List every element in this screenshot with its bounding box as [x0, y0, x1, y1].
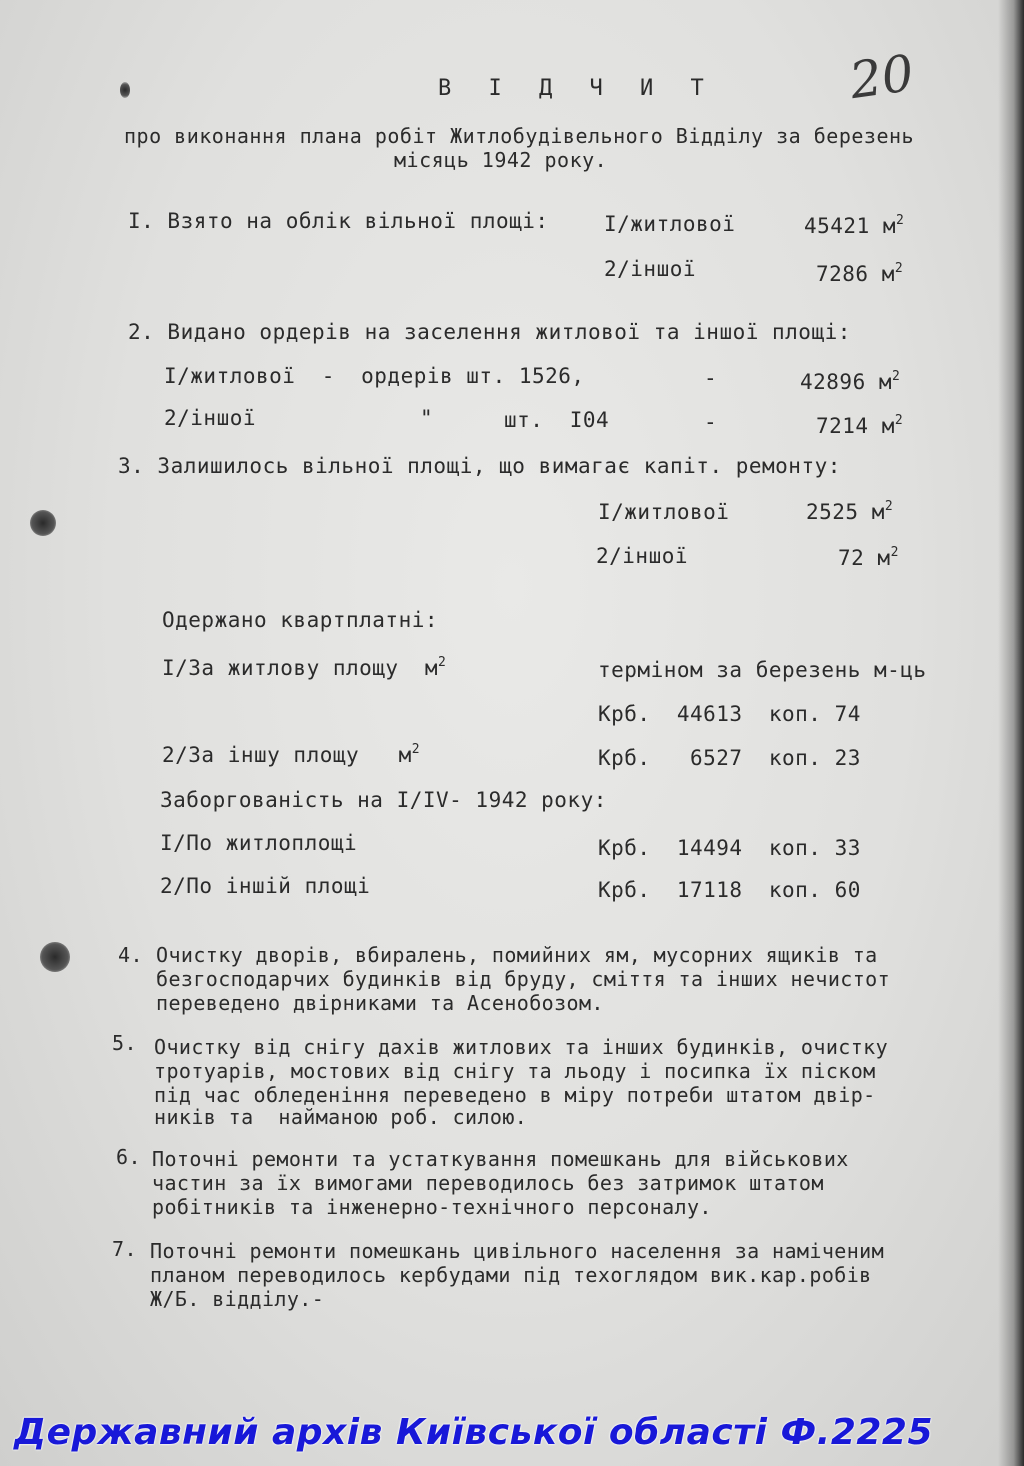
debt-row2-label: 2/По іншій площі — [160, 874, 371, 898]
section2-row2-count: шт. I04 — [504, 408, 610, 432]
item6-line2: частин за їх вимогами переводилось без затримок штатом — [152, 1171, 824, 1195]
section3-heading: 3. Залишилось вільної площі, що вимагає капіт. ремонту: — [118, 454, 841, 478]
section3-row2-label: 2/іншої — [596, 544, 689, 568]
rent-row2-amount: Крб. 6527 коп. 23 — [598, 746, 861, 770]
section2-row1-dash: - — [704, 366, 718, 390]
page-number-handwritten: 20 — [846, 43, 918, 111]
item6-line3: робітників та інженерно-технічного персоналу. — [152, 1195, 712, 1219]
binder-hole — [30, 510, 56, 536]
item5-line1: Очистку від снігу дахів житлових та інших будинків, очистку — [154, 1035, 889, 1059]
document-subtitle-line2: місяць 1942 року. — [394, 148, 608, 172]
rent-row1-amount: Крб. 44613 коп. 74 — [598, 702, 861, 726]
item5-line2: тротуарів, мостових від снігу та льоду і посипка їх піском — [154, 1059, 876, 1083]
item7-line2: планом переводилось кербудами під техоглядом вик.кар.робів — [150, 1263, 872, 1287]
item4-line2: безгосподарчих будинків від бруду, сміття та інших нечистот — [156, 967, 891, 991]
section2-row1-label: I/житлової - ордерів шт. 1526, — [164, 364, 585, 388]
section3-row1-label: I/житлової — [598, 500, 730, 524]
item6-line1: Поточні ремонти та устаткування помешкань для військових — [152, 1147, 849, 1171]
item5-line3: під час обледеніння переведено в міру потреби штатом двір- — [154, 1083, 876, 1107]
section1-row1-label: I/житлової — [604, 212, 736, 236]
item4-number: 4. — [118, 943, 143, 967]
binder-hole — [120, 82, 130, 98]
section2-row2-dash: - — [704, 410, 718, 434]
item5-number: 5. — [112, 1031, 137, 1055]
section1-heading: I. Взято на облік вільної площі: — [128, 209, 549, 233]
rent-row1-label: I/За житлову площу $м^2$ — [162, 655, 446, 680]
item4-line3: переведено двірниками та Асенобозом. — [156, 991, 604, 1015]
section2-row2-label: 2/іншої — [164, 406, 257, 430]
archive-watermark: Державний архів Київської області Ф.2225 — [14, 1412, 934, 1453]
debt-row1-amount: Крб. 14494 коп. 33 — [598, 836, 861, 860]
section3-row2-value: 72 $м^2$ — [838, 545, 899, 570]
debt-row1-label: I/По житлоплощі — [160, 831, 358, 855]
item7-line3: Ж/Б. відділу.- — [150, 1287, 325, 1311]
section1-row2-value: 7286 $м^2$ — [816, 261, 903, 286]
document-subtitle-line1: про виконання плана робіт Житлобудівельного Відділу за березень — [124, 124, 915, 148]
item5-line4: ників та найманою роб. силою. — [154, 1105, 528, 1129]
section2-row2-value: 7214 $м^2$ — [816, 413, 903, 438]
item7-line1: Поточні ремонти помешкань цивільного населення за наміченим — [150, 1239, 885, 1263]
item6-number: 6. — [116, 1145, 141, 1169]
section3-row1-value: 2525 $м^2$ — [806, 499, 893, 524]
item4-line1: Очистку дворів, вбиралень, помийних ям, мусорних ящиків та — [156, 943, 878, 967]
rent-row2-label: 2/За іншу площу $м^2$ — [162, 742, 420, 767]
binder-hole — [40, 942, 70, 972]
rent-row1-note: терміном за березень м-ць — [598, 658, 927, 682]
debt-row2-amount: Крб. 17118 коп. 60 — [598, 878, 861, 902]
rent-heading: Одержано квартплатні: — [162, 608, 439, 632]
section2-heading: 2. Видано ордерів на заселення житлової та іншої площі: — [128, 320, 851, 344]
section1-row2-label: 2/іншої — [604, 257, 697, 281]
section1-row1-value: 45421 $м^2$ — [804, 213, 904, 238]
document-title: В І Д Ч И Т — [438, 76, 716, 101]
section2-row1-value: 42896 $м^2$ — [800, 369, 900, 394]
section2-row2-ditto: " — [420, 406, 434, 430]
scan-edge-shadow — [998, 0, 1024, 1466]
debt-heading: Заборгованість на I/IV- 1942 року: — [160, 788, 607, 812]
item7-number: 7. — [112, 1237, 137, 1261]
